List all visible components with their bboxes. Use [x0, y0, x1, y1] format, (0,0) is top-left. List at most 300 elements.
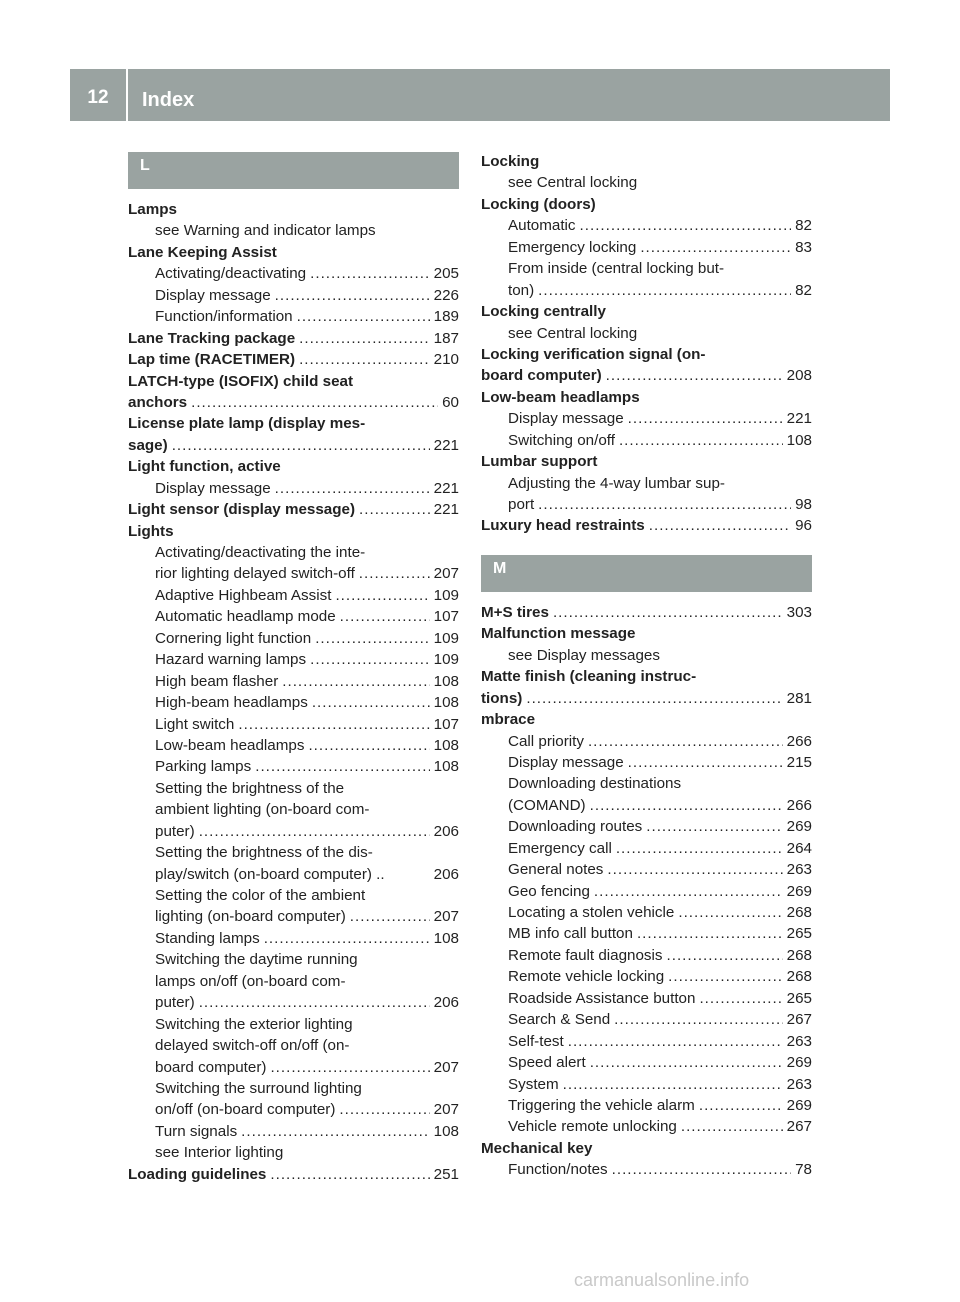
page-title: Index — [142, 89, 195, 111]
entry-text: lighting (on-board computer) — [155, 908, 346, 926]
entry-text: Switching the exterior lighting — [155, 1015, 353, 1033]
page-ref: 267 — [786, 1118, 812, 1136]
index-subentry — [128, 928, 459, 949]
entry-text: MB info call button — [508, 925, 633, 943]
index-subentry — [128, 220, 459, 241]
page-ref: 266 — [786, 796, 812, 814]
entry-text: Light function, active — [128, 458, 281, 476]
entry-text: delayed switch-off on/off (on- — [155, 1037, 350, 1055]
entry-text: Remote vehicle locking — [508, 968, 665, 986]
page-ref: 221 — [433, 501, 459, 519]
entry-text: High beam flasher — [155, 672, 279, 690]
index-subentry — [128, 628, 459, 649]
index-list-m — [481, 602, 812, 1181]
entry-text: Lights — [128, 522, 174, 540]
dot-leader — [238, 714, 429, 735]
index-subentry — [481, 795, 812, 816]
index-subentry — [481, 1052, 812, 1073]
dot-leader — [335, 585, 429, 606]
entry-text: Downloading routes — [508, 818, 643, 836]
page-ref: 263 — [786, 1075, 812, 1093]
dot-leader — [312, 692, 430, 713]
entry-text: Remote fault diagnosis — [508, 946, 663, 964]
page-ref: 205 — [433, 265, 459, 283]
page-ref: 108 — [433, 672, 459, 690]
index-subentry — [128, 821, 459, 842]
section-header-l: L — [128, 152, 459, 189]
entry-text: lamps on/off (on-board com- — [155, 972, 346, 990]
index-subentry — [128, 1057, 459, 1078]
page-ref: 265 — [786, 925, 812, 943]
index-entry — [128, 199, 459, 220]
index-column-left — [128, 152, 459, 1185]
index-entry — [481, 623, 812, 644]
page-ref: 107 — [433, 715, 459, 733]
dot-leader — [681, 1116, 783, 1137]
entry-text: Cornering light function — [155, 629, 312, 647]
dot-leader — [255, 756, 429, 777]
dot-leader — [172, 435, 430, 456]
dot-leader — [191, 392, 438, 413]
entry-text: see Central locking — [508, 174, 638, 192]
entry-text: rior lighting delayed switch-off — [155, 565, 355, 583]
index-subentry — [128, 778, 459, 799]
index-subentry — [481, 215, 812, 236]
page-ref: 221 — [433, 479, 459, 497]
header-divider — [126, 69, 128, 121]
page-ref: 266 — [786, 732, 812, 750]
dot-leader — [678, 902, 782, 923]
entry-text: Hazard warning lamps — [155, 651, 307, 669]
entry-text: Self-test — [508, 1032, 564, 1050]
entry-text: Vehicle remote unlocking — [508, 1118, 677, 1136]
entry-text: Display message — [155, 286, 271, 304]
index-subentry — [128, 306, 459, 327]
dot-leader — [199, 821, 430, 842]
dot-leader — [568, 1031, 783, 1052]
entry-text: anchors — [128, 393, 188, 411]
page-ref: 83 — [795, 238, 812, 256]
index-subentry — [128, 478, 459, 499]
entry-text: board computer) — [155, 1058, 267, 1076]
dot-leader — [553, 602, 783, 623]
dot-leader — [199, 992, 430, 1013]
entry-text: Automatic headlamp mode — [155, 608, 336, 626]
dot-leader — [640, 237, 791, 258]
entry-text: Setting the brightness of the — [155, 779, 345, 797]
dot-leader — [580, 215, 792, 236]
entry-text: General notes — [508, 861, 604, 879]
page-ref: 207 — [433, 1058, 459, 1076]
section-header-m: M — [481, 555, 812, 592]
index-entry — [128, 392, 459, 413]
index-entry — [481, 709, 812, 730]
index-subentry — [128, 971, 459, 992]
dot-leader — [275, 478, 430, 499]
page-ref: 108 — [433, 1122, 459, 1140]
entry-text: Lane Tracking package — [128, 329, 296, 347]
entry-text: ambient lighting (on-board com- — [155, 801, 370, 819]
index-subentry — [128, 692, 459, 713]
page-ref: 98 — [795, 496, 812, 513]
page-ref: 108 — [433, 758, 459, 776]
index-subentry — [481, 988, 812, 1009]
entry-text: play/switch (on-board computer) .. — [155, 865, 385, 883]
entry-text: mbrace — [481, 711, 536, 729]
entry-text: see Central locking — [508, 324, 638, 342]
dot-leader — [299, 349, 430, 370]
entry-text: Search & Send — [508, 1011, 611, 1029]
dot-leader — [310, 263, 430, 284]
index-entry — [128, 499, 459, 520]
index-subentry — [481, 838, 812, 859]
entry-text: Lap time (RACETIMER) — [128, 351, 296, 369]
dot-leader — [606, 365, 783, 386]
dot-leader — [315, 628, 429, 649]
page-ref: 109 — [433, 586, 459, 604]
dot-leader — [649, 515, 791, 536]
dot-leader — [619, 430, 783, 451]
entry-text: on/off (on-board computer) — [155, 1101, 336, 1119]
page-ref: 281 — [786, 689, 812, 707]
index-subentry — [128, 671, 459, 692]
entry-text: Display message — [155, 479, 271, 497]
entry-text: High-beam headlamps — [155, 694, 308, 712]
index-subentry — [481, 1159, 812, 1180]
index-subentry — [128, 756, 459, 777]
entry-text: Display message — [508, 753, 624, 771]
entry-text: Locking centrally — [481, 303, 606, 321]
page-ref: 208 — [786, 367, 812, 385]
index-list-l-continued — [481, 151, 812, 537]
dot-leader — [614, 1009, 782, 1030]
page-ref: 264 — [786, 839, 812, 857]
index-subentry — [128, 799, 459, 820]
dot-leader — [590, 795, 783, 816]
index-subentry — [481, 1116, 812, 1137]
page-ref: 269 — [786, 818, 812, 836]
index-entry — [481, 602, 812, 623]
index-subentry — [481, 494, 812, 515]
page-ref: 107 — [433, 608, 459, 626]
page-ref: 263 — [786, 1032, 812, 1050]
index-subentry — [481, 945, 812, 966]
dot-leader — [310, 649, 430, 670]
dot-leader — [270, 1057, 429, 1078]
entry-text: Mechanical key — [481, 1139, 593, 1157]
entry-text: port — [508, 496, 535, 513]
index-entry — [481, 151, 812, 172]
index-subentry — [128, 1121, 459, 1142]
entry-text: Function/notes — [508, 1161, 608, 1179]
entry-text: Setting the color of the ambient — [155, 887, 366, 904]
index-entry — [481, 301, 812, 322]
entry-text: Display message — [508, 410, 624, 428]
index-entry — [128, 1164, 459, 1185]
dot-leader — [339, 1099, 429, 1120]
index-list-l — [128, 199, 459, 1185]
dot-leader — [699, 1095, 783, 1116]
dot-leader — [264, 928, 430, 949]
page-ref: 108 — [433, 694, 459, 712]
index-entry — [128, 521, 459, 542]
index-subentry — [128, 906, 459, 927]
index-subentry — [128, 606, 459, 627]
index-entry — [128, 371, 459, 392]
index-subentry — [128, 585, 459, 606]
page-ref: 267 — [786, 1011, 812, 1029]
page-ref: 226 — [433, 286, 459, 304]
index-subentry — [128, 649, 459, 670]
page-ref: 96 — [795, 517, 812, 535]
dot-leader — [350, 906, 430, 927]
index-entry — [481, 194, 812, 215]
page-ref: 108 — [433, 736, 459, 754]
dot-leader — [594, 881, 783, 902]
index-entry — [481, 1138, 812, 1159]
index-subentry — [128, 1014, 459, 1035]
entry-text: Locking (doors) — [481, 195, 596, 213]
dot-leader — [616, 838, 783, 859]
page-ref: 82 — [795, 281, 812, 299]
index-subentry — [481, 902, 812, 923]
index-subentry — [481, 473, 812, 494]
page-ref: 251 — [433, 1165, 459, 1183]
entry-text: see Interior lighting — [155, 1144, 284, 1162]
index-entry — [481, 515, 812, 536]
entry-text: System — [508, 1075, 559, 1093]
dot-leader — [275, 285, 430, 306]
entry-text: Locking — [481, 153, 540, 170]
entry-text: Parking lamps — [155, 758, 252, 776]
dot-leader — [359, 499, 430, 520]
page-ref: 60 — [442, 393, 459, 411]
index-subentry — [481, 859, 812, 880]
page-ref: 215 — [786, 753, 812, 771]
index-subentry — [481, 731, 812, 752]
dot-leader — [538, 494, 791, 515]
entry-text: (COMAND) — [508, 796, 586, 814]
page-ref: 78 — [795, 1161, 812, 1179]
entry-text: Matte finish (cleaning instruc- — [481, 668, 697, 686]
index-subentry — [128, 1142, 459, 1163]
page-ref: 268 — [786, 968, 812, 986]
dot-leader — [628, 408, 783, 429]
entry-text: Adaptive Highbeam Assist — [155, 586, 332, 604]
index-subentry — [481, 408, 812, 429]
dot-leader — [699, 988, 782, 1009]
index-entry — [128, 456, 459, 477]
dot-leader — [628, 752, 783, 773]
page-ref: 268 — [786, 904, 812, 921]
page-ref: 221 — [786, 410, 812, 428]
index-entry — [128, 413, 459, 434]
index-subentry — [481, 1095, 812, 1116]
index-subentry — [481, 237, 812, 258]
entry-text: Switching the surround lighting — [155, 1079, 362, 1097]
entry-text: Triggering the vehicle alarm — [508, 1096, 695, 1114]
index-subentry — [128, 714, 459, 735]
index-column-right — [481, 151, 812, 1181]
index-subentry — [481, 1074, 812, 1095]
entry-text: Activating/deactivating the inte- — [155, 544, 366, 561]
entry-text: Luxury head restraints — [481, 517, 645, 535]
index-subentry — [128, 285, 459, 306]
index-entry — [128, 349, 459, 370]
dot-leader — [241, 1121, 429, 1142]
page-ref: 108 — [433, 929, 459, 947]
index-subentry — [128, 864, 459, 885]
entry-text: License plate lamp (display mes- — [128, 415, 366, 433]
dot-leader — [538, 280, 791, 301]
dot-leader — [340, 606, 430, 627]
entry-text: Lane Keeping Assist — [128, 243, 277, 261]
dot-leader — [668, 966, 782, 987]
entry-text: M+S tires — [481, 603, 549, 621]
page-ref: 206 — [433, 822, 459, 840]
index-subentry — [481, 816, 812, 837]
page-ref: 221 — [433, 436, 459, 454]
page-ref: 109 — [433, 651, 459, 669]
index-subentry — [128, 542, 459, 563]
dot-leader — [299, 328, 430, 349]
page-ref: 207 — [433, 565, 459, 583]
index-subentry — [128, 263, 459, 284]
entry-text: board computer) — [481, 367, 602, 385]
page-ref: 303 — [786, 603, 812, 621]
index-subentry — [128, 885, 459, 906]
dot-leader — [297, 306, 430, 327]
entry-text: puter) — [155, 994, 195, 1012]
entry-text: Emergency call — [508, 839, 612, 857]
index-subentry — [481, 280, 812, 301]
section-gap — [481, 537, 812, 555]
entry-text: Switching the daytime running — [155, 951, 358, 969]
page-ref: 206 — [433, 994, 459, 1012]
page-ref: 263 — [786, 861, 812, 879]
page-ref: 210 — [433, 351, 459, 369]
page-ref: 108 — [786, 431, 812, 449]
index-entry — [128, 328, 459, 349]
index-entry — [481, 451, 812, 472]
entry-text: sage) — [128, 436, 168, 454]
entry-text: Call priority — [508, 732, 584, 750]
page-ref: 82 — [795, 217, 812, 235]
index-subentry — [481, 323, 812, 344]
index-subentry — [481, 1009, 812, 1030]
index-entry — [128, 435, 459, 456]
entry-text: see Display messages — [508, 646, 660, 664]
entry-text: Adjusting the 4-way lumbar sup- — [508, 474, 725, 492]
entry-text: Automatic — [508, 217, 576, 235]
page-ref: 206 — [433, 865, 459, 883]
dot-leader — [590, 1052, 783, 1073]
entry-text: Light sensor (display message) — [128, 501, 356, 519]
index-entry — [481, 688, 812, 709]
entry-text: Speed alert — [508, 1054, 586, 1072]
entry-text: Standing lamps — [155, 929, 260, 947]
entry-text: Function/information — [155, 308, 293, 326]
index-subentry — [481, 773, 812, 794]
index-subentry — [481, 258, 812, 279]
entry-text: Downloading destinations — [508, 775, 682, 793]
page-ref: 207 — [433, 908, 459, 926]
entry-text: LATCH-type (ISOFIX) child seat — [128, 372, 354, 390]
index-entry — [481, 666, 812, 687]
entry-text: Lamps — [128, 201, 177, 218]
entry-text: Emergency locking — [508, 238, 637, 256]
page-header — [70, 69, 890, 121]
dot-leader — [282, 671, 429, 692]
entry-text: Malfunction message — [481, 625, 636, 643]
watermark: carmanualsonline.info — [574, 1270, 750, 1290]
entry-text: Activating/deactivating — [155, 265, 307, 283]
entry-text: see Warning and indicator lamps — [155, 222, 376, 240]
entry-text: ton) — [508, 281, 535, 299]
entry-text: Locking verification signal (on- — [481, 345, 706, 363]
entry-text: Switching on/off — [508, 431, 615, 449]
entry-text: Setting the brightness of the dis- — [155, 844, 373, 862]
index-subentry — [481, 1031, 812, 1052]
index-subentry — [481, 430, 812, 451]
index-subentry — [128, 842, 459, 863]
index-subentry — [128, 1078, 459, 1099]
entry-text: Geo fencing — [508, 882, 590, 900]
index-subentry — [128, 1099, 459, 1120]
entry-text: Lumbar support — [481, 453, 598, 471]
entry-text: Low-beam headlamps — [481, 388, 640, 406]
index-entry — [481, 365, 812, 386]
page-ref: 207 — [433, 1101, 459, 1119]
page-ref: 269 — [786, 1054, 812, 1072]
index-entry — [128, 242, 459, 263]
entry-text: tions) — [481, 689, 523, 707]
dot-leader — [270, 1164, 429, 1185]
index-subentry — [481, 923, 812, 944]
page-ref: 268 — [786, 946, 812, 964]
dot-leader — [667, 945, 783, 966]
entry-text: From inside (central locking but- — [508, 260, 725, 278]
dot-leader — [308, 735, 429, 756]
index-entry — [481, 344, 812, 365]
index-subentry — [481, 752, 812, 773]
dot-leader — [588, 731, 783, 752]
page-ref: 265 — [786, 989, 812, 1007]
page-ref: 189 — [433, 308, 459, 326]
entry-text: Turn signals — [155, 1122, 238, 1140]
dot-leader — [637, 923, 783, 944]
index-subentry — [128, 735, 459, 756]
page-ref: 269 — [786, 882, 812, 900]
entry-text: Locating a stolen vehicle — [508, 904, 675, 921]
entry-text: Light switch — [155, 715, 235, 733]
index-subentry — [128, 563, 459, 584]
dot-leader — [526, 688, 782, 709]
page-ref: 187 — [433, 329, 459, 347]
index-subentry — [481, 172, 812, 193]
dot-leader — [607, 859, 782, 880]
entry-text: Low-beam headlamps — [155, 736, 305, 754]
index-subentry — [481, 881, 812, 902]
dot-leader — [646, 816, 782, 837]
entry-text: Loading guidelines — [128, 1165, 267, 1183]
entry-text: Roadside Assistance button — [508, 989, 696, 1007]
index-subentry — [128, 1035, 459, 1056]
index-subentry — [481, 966, 812, 987]
page-ref: 109 — [433, 629, 459, 647]
index-subentry — [128, 992, 459, 1013]
dot-leader — [612, 1159, 791, 1180]
